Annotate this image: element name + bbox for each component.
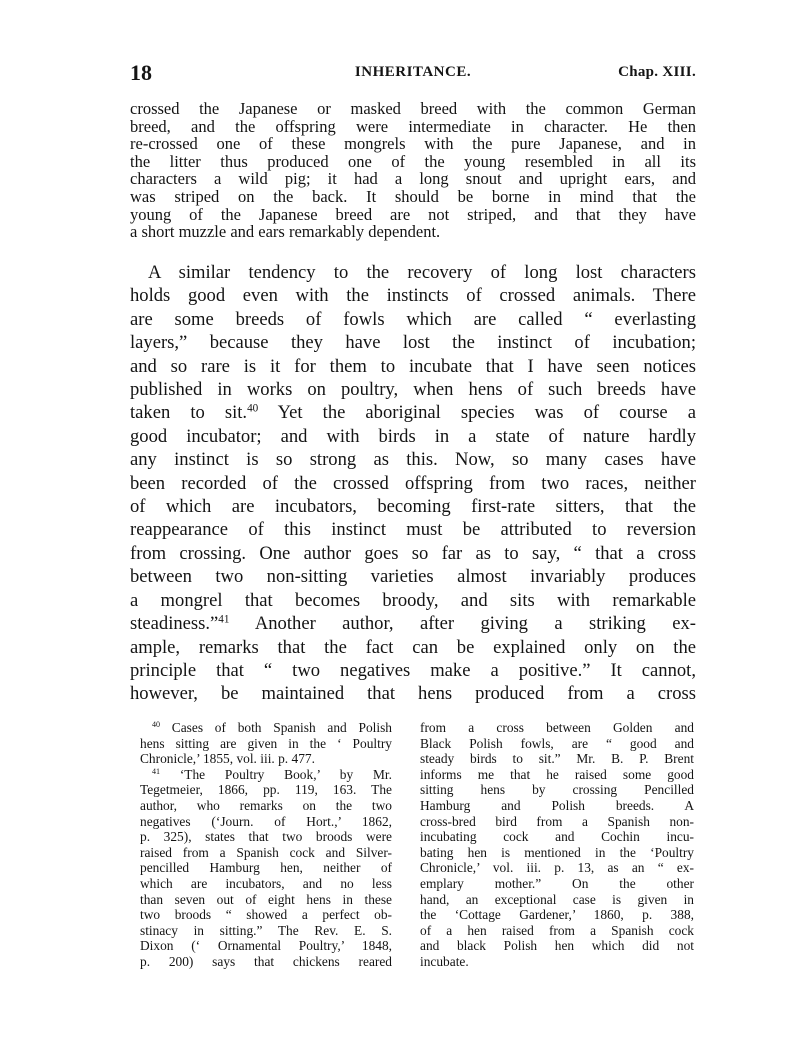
footnote-line xyxy=(140,720,392,736)
text-fragment: steadiness.” xyxy=(130,613,219,635)
footnote-line: Dixon (‘ Ornamental Poultry,’ 1848, xyxy=(140,938,392,954)
footnote-line: incubate. xyxy=(420,953,469,969)
footnote-line: sitting hens by crossing Pencilled xyxy=(420,782,694,798)
footnote-line: bating hen is mentioned in the ‘Poultry xyxy=(420,844,694,860)
text-line: any instinct is so strong as this. Now, so many cases have xyxy=(130,449,696,471)
text-line: between two non-sitting varieties almost invariably produces xyxy=(130,566,696,588)
text-line: a short muzzle and ears remarkably dependent. xyxy=(130,222,441,242)
text-line: re-crossed one of these mongrels with the pure Japanese, and in xyxy=(130,134,696,154)
text-line: was striped on the back. It should be borne in mind that the xyxy=(130,186,696,206)
text-line: principle that “ two negatives make a positive.” It cannot, xyxy=(130,659,696,681)
footnote-line: emplary mother.” On the other xyxy=(420,875,694,891)
text-fragment: ‘The Poultry Book,’ by Mr. xyxy=(160,766,392,782)
footnote-line: p. 325), states that two broods were xyxy=(140,829,392,845)
text-line xyxy=(130,612,696,635)
text-line: A similar tendency to the recovery of long lost characters xyxy=(148,262,696,283)
footnote-line: informs me that he raised some good xyxy=(420,766,694,782)
footnote-mark-41: 41 xyxy=(152,766,161,776)
footnote-line: Chronicle,’ vol. iii. p. 13, as an “ ex- xyxy=(420,860,694,876)
footnote-line: pencilled Hamburg hen, neither of xyxy=(140,860,392,876)
footnote-column-right xyxy=(420,720,694,970)
text-line: and so rare is it for them to incubate that I have seen notices xyxy=(130,355,696,377)
page-number: 18 xyxy=(130,60,152,85)
text-line: a mongrel that becomes broody, and sits with remarkable xyxy=(130,589,696,611)
text-line: from crossing. One author goes so far as to say, “ that a cross xyxy=(130,542,696,564)
main-paragraph xyxy=(130,261,696,706)
footnote-line: Black Polish fowls, are “ good and xyxy=(420,735,694,751)
footnote-line: from a cross between Golden and xyxy=(420,720,694,735)
page-header xyxy=(130,60,696,90)
footnote-mark-40: 40 xyxy=(152,720,161,730)
text-line: of which are incubators, becoming first-rate sitters, that the xyxy=(130,496,696,518)
text-fragment: Yet the aboriginal species was of course a xyxy=(258,402,696,424)
text-line xyxy=(130,401,696,424)
footnote-line xyxy=(140,767,392,783)
footnote-line: which are incubators, and no less xyxy=(140,875,392,891)
text-line: the litter thus produced one of the young resembled in all its xyxy=(130,151,696,171)
footnote-line: incubating cock and Cochin incu- xyxy=(420,829,694,845)
continued-paragraph xyxy=(130,100,696,241)
text-line: been recorded of the crossed offspring from two races, neither xyxy=(130,472,696,494)
footnote-line: than seven out of eight hens in these xyxy=(140,891,392,907)
footnote-line: Chronicle,’ 1855, vol. iii. p. 477. xyxy=(140,751,315,767)
footnote-line: stinacy in sitting.” The Rev. E. S. xyxy=(140,922,392,938)
footnote-line: of a hen raised from a Spanish cock xyxy=(420,922,694,938)
footnote-line: Hamburg and Polish breeds. A xyxy=(420,797,694,813)
footnote-line: author, who remarks on the two xyxy=(140,797,392,813)
text-fragment: taken to sit. xyxy=(130,402,248,424)
text-line: are some breeds of fowls which are called “ everlasting xyxy=(130,308,696,330)
text-line: holds good even with the instincts of crossed animals. There xyxy=(130,285,696,307)
footnote-line: the ‘Cottage Gardener,’ 1860, p. 388, xyxy=(420,907,694,923)
running-title: INHERITANCE. xyxy=(354,64,472,80)
text-line: published in works on poultry, when hens of such breeds have xyxy=(130,379,696,401)
footnote-line: p. 200) says that chickens reared xyxy=(140,953,392,969)
footnote-line: cross-bred bird from a Spanish non- xyxy=(420,813,694,829)
footnote-line: raised from a Spanish cock and Silver- xyxy=(140,844,392,860)
footnote-line: two broods “ showed a perfect ob- xyxy=(140,907,392,923)
footnote-line: steady birds to sit.” Mr. B. P. Brent xyxy=(420,751,694,767)
text-line: good incubator; and with birds in a state of nature hardly xyxy=(130,425,696,447)
footnote-ref-41: 41 xyxy=(218,613,230,626)
footnote-line: hens sitting are given in the ‘ Poultry xyxy=(140,735,392,751)
text-line: crossed the Japanese or masked breed with the common German xyxy=(130,99,696,118)
footnote-line: hand, an exceptional case is given in xyxy=(420,891,694,907)
text-line: young of the Japanese breed are not striped, and that they have xyxy=(130,204,696,224)
chapter-label: Chap. XIII. xyxy=(618,64,696,80)
text-line: ample, remarks that the fact can be explained only on the xyxy=(130,636,696,658)
footnote-ref-40: 40 xyxy=(247,402,259,415)
text-fragment: Another author, after giving a striking ex- xyxy=(229,613,696,635)
text-fragment: Cases of both Spanish and Polish xyxy=(160,720,392,735)
text-line: however, be maintained that hens produced from a cross xyxy=(130,683,696,705)
footnote-line: Tegetmeier, 1866, pp. 119, 163. The xyxy=(140,782,392,798)
footnote-line: negatives (‘Journ. of Hort.,’ 1862, xyxy=(140,813,392,829)
text-line: characters a wild pig; it had a long snout and upright ears, and xyxy=(130,169,696,189)
footnote-line: and black Polish hen which did not xyxy=(420,938,694,954)
text-line: layers,” because they have lost the instinct of incubation; xyxy=(130,332,696,354)
text-line: reappearance of this instinct must be attributed to reversion xyxy=(130,519,696,541)
text-line: breed, and the offspring were intermediate in character. He then xyxy=(130,116,696,136)
footnote-column-left xyxy=(140,720,392,970)
